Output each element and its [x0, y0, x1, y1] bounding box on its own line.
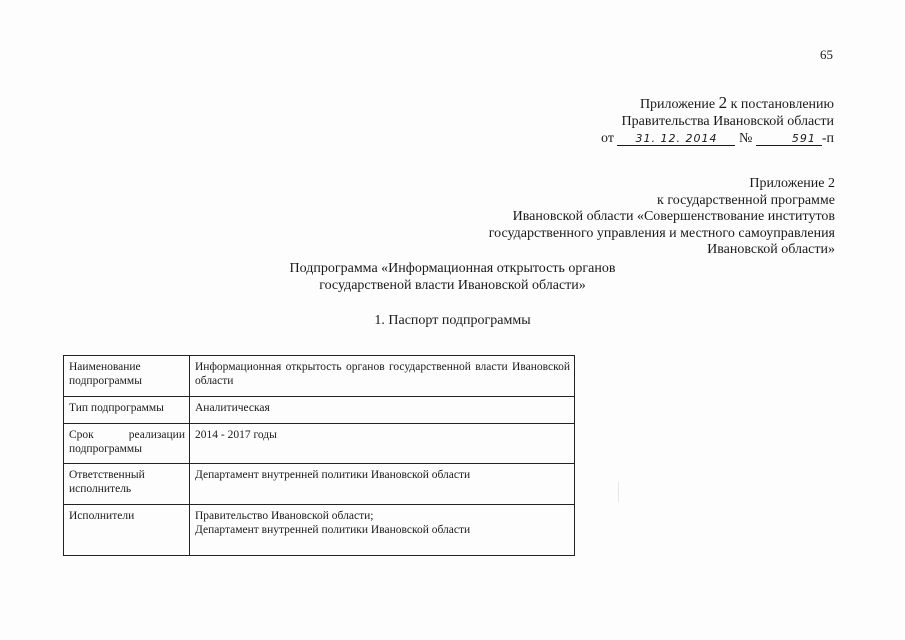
program-appendix-line: государственного управления и местного самоуправления [488, 225, 835, 241]
program-appendix-line: Ивановской области «Совершенствование институтов [512, 209, 835, 224]
decree-issuer: Правительства Ивановской области [621, 114, 834, 129]
row-value: Правительство Ивановской области; Департамент внутренней политики Ивановской области [190, 505, 575, 556]
row-value: Информационная открытость органов государственной власти Ивановской области [190, 356, 575, 397]
table-row [64, 397, 575, 424]
row-label: Исполнители [64, 505, 190, 556]
row-label: Тип подпрограммы [64, 397, 190, 424]
row-value: Департамент внутренней политики Ивановской области [190, 464, 575, 505]
decree-appendix-header [601, 94, 834, 147]
decree-appendix-title: Приложение 2 к постановлению [639, 93, 834, 112]
decree-date-number-line: от 31. 12. 2014 № 591 -п [601, 131, 834, 146]
page-number: 65 [820, 47, 833, 62]
passport-table [63, 355, 575, 556]
row-value: 2014 - 2017 годы [190, 424, 575, 464]
row-label: Наименование подпрограммы [64, 356, 190, 397]
handwritten-date: 31. 12. 2014 [617, 133, 735, 146]
appendix-number: 2 [718, 93, 728, 112]
row-label: Срок реализации подпрограммы [64, 424, 190, 464]
program-appendix-line: Приложение 2 [749, 176, 835, 191]
scan-artifact [618, 482, 619, 502]
section-heading: 1. Паспорт подпрограммы [374, 313, 531, 328]
table-row [64, 505, 575, 556]
program-appendix-line: к государственной программе [657, 192, 835, 208]
subprogram-title: Подпрограмма «Информационная открытость органов государственой власти Ивановской области» [289, 261, 616, 293]
row-value: Аналитическая [190, 397, 575, 424]
program-appendix-header [489, 176, 835, 259]
table-row [64, 356, 575, 397]
program-appendix-line: Ивановской области» [707, 242, 835, 257]
handwritten-decree-number: 591 [756, 133, 822, 146]
row-label: Ответственный исполнитель [64, 464, 190, 505]
table-row [64, 464, 575, 505]
table-row [64, 424, 575, 464]
